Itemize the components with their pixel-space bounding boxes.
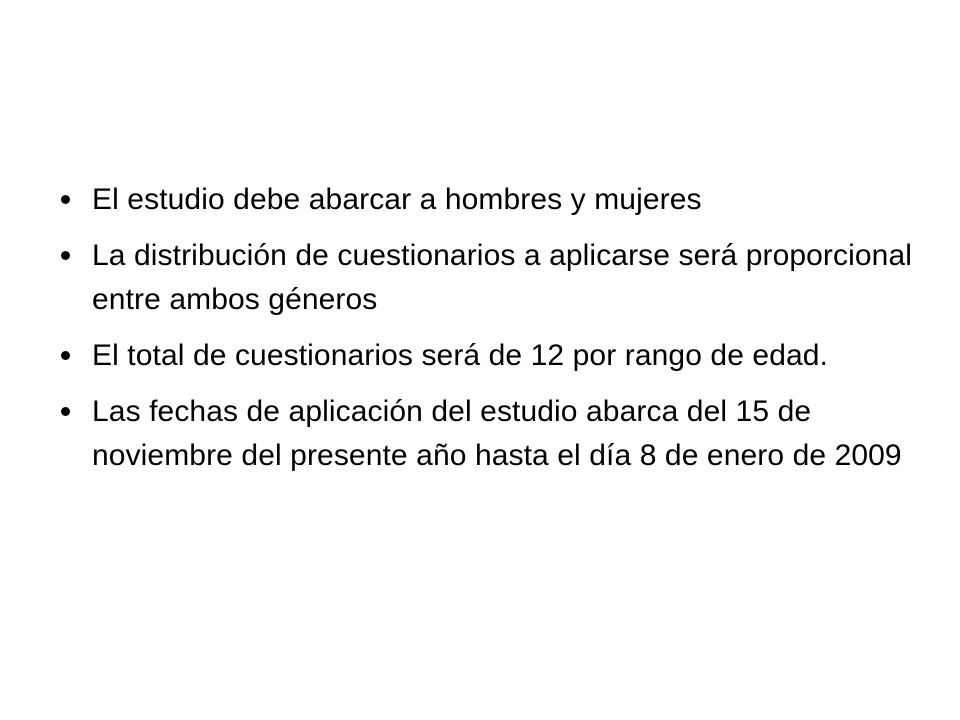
bullet-icon <box>58 334 92 378</box>
bullet-list <box>58 178 918 490</box>
bullet-item <box>58 234 918 322</box>
bullet-text: El estudio debe abarcar a hombres y mujeres <box>92 183 702 216</box>
bullet-text: El total de cuestionarios será de 12 por rango de edad. <box>92 339 828 372</box>
bullet-text: La distribución de cuestionarios a aplicarse será proporcional entre ambos géneros <box>92 239 912 316</box>
bullet-icon <box>58 178 92 222</box>
bullet-item <box>58 178 918 222</box>
bullet-item <box>58 390 918 478</box>
bullet-icon <box>58 390 92 434</box>
bullet-icon <box>58 234 92 278</box>
bullet-text: Las fechas de aplicación del estudio abarca del 15 de noviembre del presente año hasta el día 8 de enero de 2009 <box>92 395 902 472</box>
bullet-item <box>58 334 918 378</box>
